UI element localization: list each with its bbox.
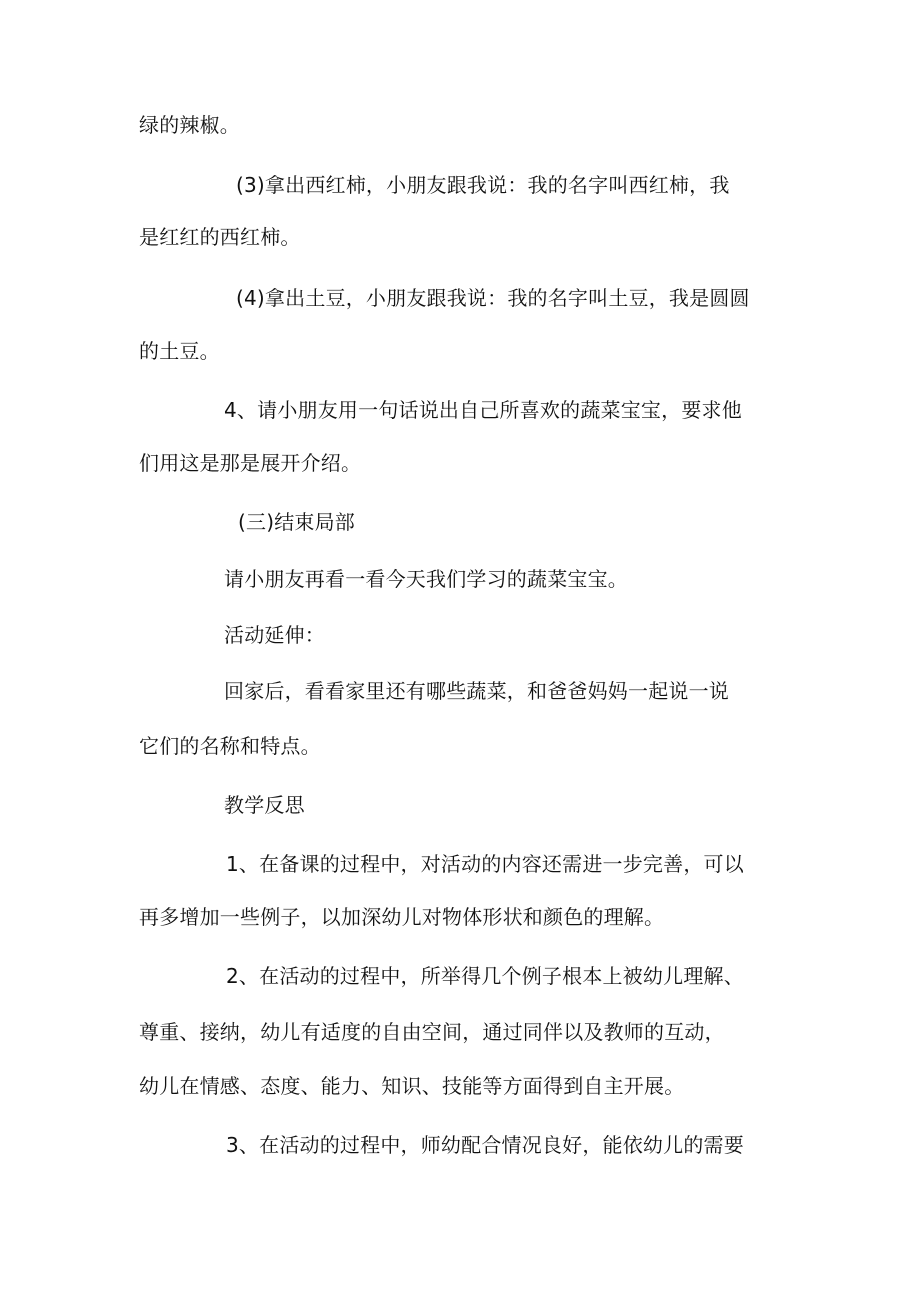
text-line: 请小朋友再看一看今天我们学习的蔬菜宝宝。: [224, 567, 628, 591]
text-line: 1、在备课的过程中，对活动的内容还需进一步完善，可以: [226, 852, 744, 876]
text-line: 绿的辣椒。: [139, 113, 240, 137]
text-line: 再多增加一些例子，以加深幼儿对物体形状和颜色的理解。: [139, 905, 665, 929]
text-line: 3、在活动的过程中，师幼配合情况良好，能依幼儿的需要: [226, 1133, 744, 1157]
text-line: 的土豆。: [139, 339, 220, 363]
section-heading: (三)结束局部: [238, 510, 356, 534]
section-heading: 教学反思: [224, 793, 305, 817]
text-line: 4、请小朋友用一句话说出自己所喜欢的蔬菜宝宝，要求他: [224, 398, 742, 422]
text-line: 它们的名称和特点。: [139, 734, 321, 758]
section-heading: 活动延伸：: [224, 623, 325, 647]
text-line: 幼儿在情感、态度、能力、知识、技能等方面得到自主开展。: [139, 1074, 685, 1098]
text-line: 是红红的西红柿。: [139, 225, 301, 249]
text-line: (4)拿出土豆，小朋友跟我说：我的名字叫土豆，我是圆圆: [236, 286, 750, 310]
text-line: (3)拿出西红柿，小朋友跟我说：我的名字叫西红柿，我: [236, 173, 730, 197]
text-line: 尊重、接纳，幼儿有适度的自由空间，通过同伴以及教师的互动，: [139, 1020, 725, 1044]
text-line: 回家后，看看家里还有哪些蔬菜，和爸爸妈妈一起说一说: [224, 679, 729, 703]
text-line: 们用这是那是展开介绍。: [139, 451, 362, 475]
text-line: 2、在活动的过程中，所举得几个例子根本上被幼儿理解、: [226, 964, 744, 988]
